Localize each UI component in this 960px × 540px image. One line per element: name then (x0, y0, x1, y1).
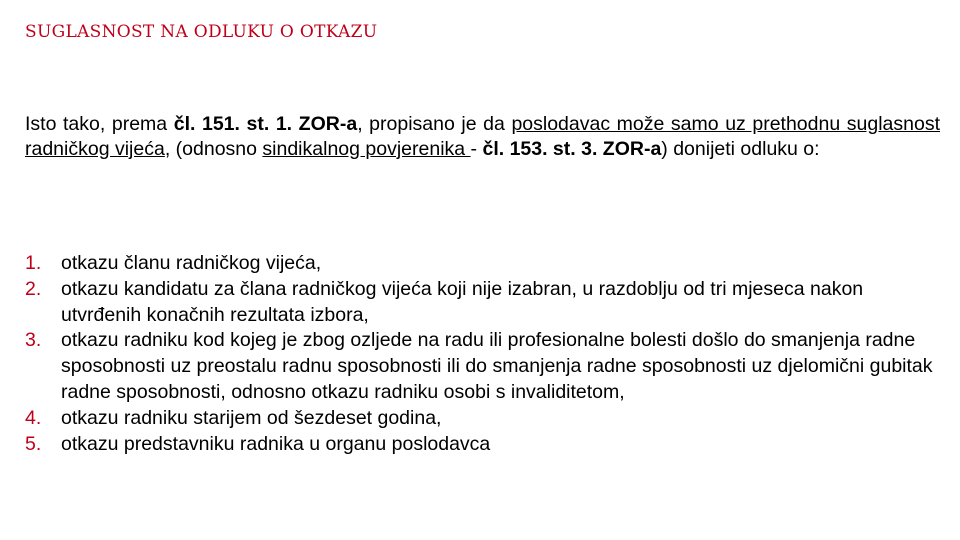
list-item (25, 277, 940, 329)
list-item-number: 1. (25, 252, 42, 274)
list-item-text: otkazu članu radničkog vijeća, (61, 252, 322, 274)
list-item-number: 5. (25, 432, 42, 455)
intro-bold-ref-1: čl. 151. st. 1. ZOR-a (173, 113, 358, 135)
list-item-number: 2. (25, 277, 42, 300)
slide-title: SUGLASNOST NA ODLUKU O OTKAZU (25, 22, 378, 42)
list-item-number: 4. (25, 406, 42, 429)
list-item-number: 3. (25, 329, 42, 352)
intro-underline-1: poslodavac može samo uz prethodnu suglasnost radničkog vijeća (25, 113, 940, 160)
list-item (25, 432, 940, 458)
intro-underline-2: sindikalnog povjerenika (262, 138, 471, 160)
list-item (25, 406, 940, 432)
intro-text-1: Isto tako, prema (25, 113, 174, 135)
intro-text-5: ) donijeti odluku o: (661, 138, 820, 160)
intro-bold-ref-2: čl. 153. st. 3. ZOR-a (482, 138, 662, 160)
intro-text-4: - (470, 138, 483, 160)
list-item-text: otkazu radniku starijem od šezdeset godina, (61, 406, 442, 429)
intro-text-2: , propisano je da (357, 113, 512, 135)
list-item-text: otkazu predstavniku radnika u organu poslodavca (61, 432, 491, 455)
intro-paragraph (25, 112, 940, 162)
list-item (25, 251, 940, 277)
intro-text-3: , (odnosno (164, 138, 263, 160)
decision-list (25, 251, 940, 457)
list-item (25, 328, 940, 405)
list-item-text: otkazu radniku kod kojeg je zbog ozljede na radu ili profesionalne bolesti došlo do smanjenja radne sposobnosti uz preostalu radnu sposobnosti ili do smanjenja radne sposobnosti uz djelomični gubitak radne sposobnosti, odnosno otkazu radniku osobi s invaliditetom, (61, 329, 933, 403)
list-item-text: otkazu kandidatu za člana radničkog vijeća koji nije izabran, u razdoblju od tri mjeseca nakon utvrđenih konačnih rezultata izbora, (61, 277, 864, 326)
